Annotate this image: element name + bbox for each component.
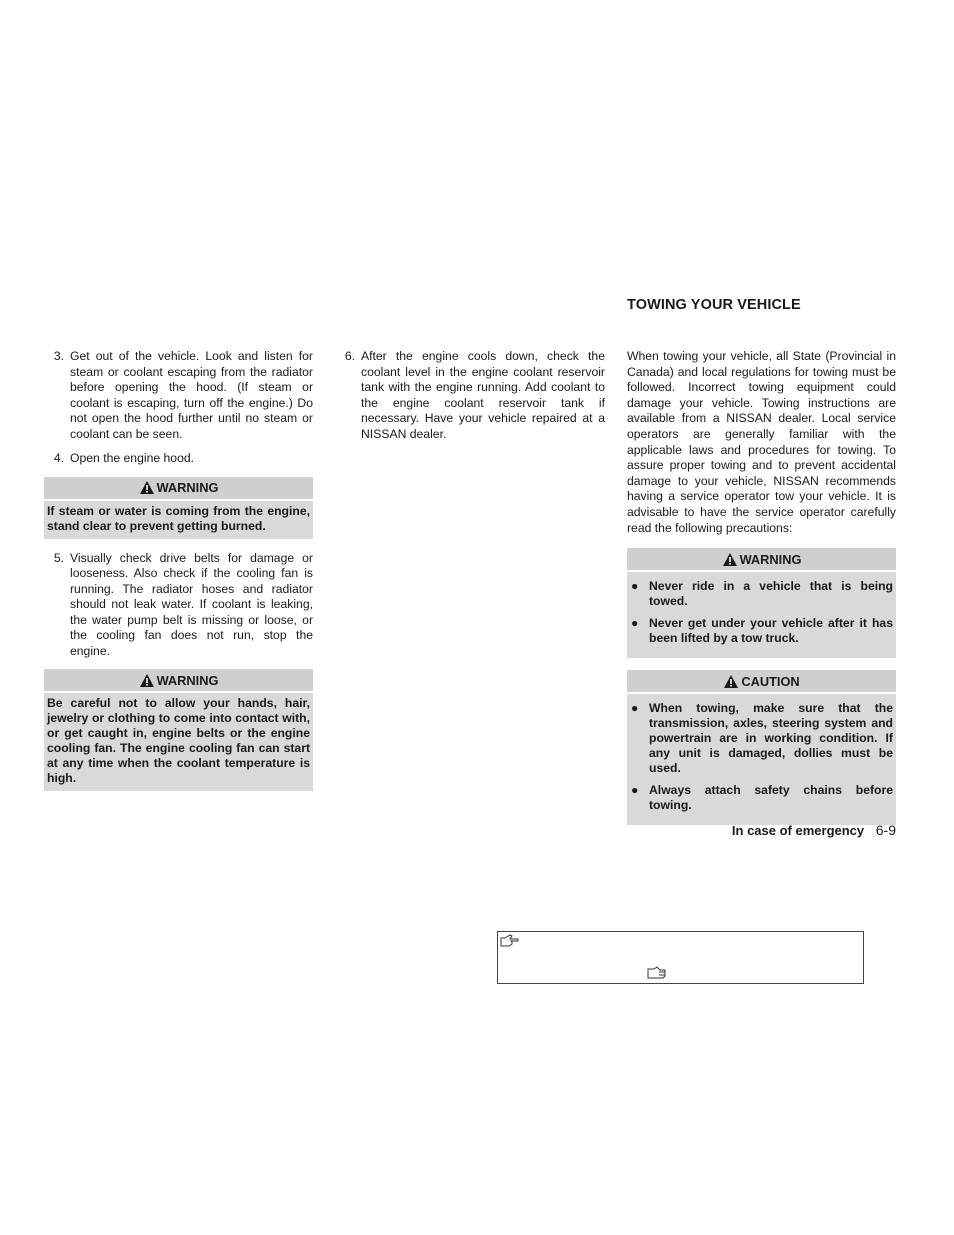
step-4 [44, 451, 313, 467]
bullet-text: Never ride in a vehicle that is being towed. [649, 579, 893, 609]
warning-label: WARNING [739, 551, 802, 567]
list-item [630, 701, 893, 776]
step-text: Open the engine hood. [70, 451, 195, 465]
column-middle [343, 349, 605, 451]
step-text: After the engine cools down, check the coolant level in the engine coolant reservoir tank with the engine running. Add coolant to the engine coolant reservoir tank if necessary. Have your vehicle repaired at a NISSAN dealer. [361, 349, 605, 441]
warning-triangle-icon [139, 673, 155, 688]
pointing-hand-icon [647, 966, 667, 980]
footer-section: In case of emergency [731, 823, 865, 838]
bullet-icon: ● [631, 616, 639, 631]
warning-triangle-icon [139, 480, 155, 495]
caution-header [627, 670, 896, 694]
warning-label: WARNING [156, 672, 219, 688]
column-right [627, 349, 896, 837]
reference-box [497, 931, 864, 984]
step-5 [44, 551, 313, 660]
page-number: 6-9 [875, 822, 896, 838]
column-left [44, 349, 313, 803]
bullet-text: When towing, make sure that the transmission, axles, steering system and powertrain are in working condition. If any unit is damaged, dollies must be used. [649, 701, 893, 776]
warning-box-towing [627, 548, 896, 658]
caution-box-towing [627, 670, 896, 825]
bullet-text: Never get under your vehicle after it has been lifted by a tow truck. [649, 616, 893, 646]
warning-triangle-icon [722, 552, 738, 567]
bullet-text: Always attach safety chains before towing. [649, 783, 893, 813]
towing-intro: When towing your vehicle, all State (Provincial in Canada) and local regulations for towing must be followed. Incorrect towing equipment could damage your vehicle. Towing instructions are available from a NISSAN dealer. Local service operators are generally familiar with the applicable laws and procedures for towing. To assure proper towing and to prevent accidental damage to your vehicle, NISSAN recommends having a service operator tow your vehicle. It is advisable to have the service operator carefully read the following precautions: [627, 349, 896, 535]
bullet-icon: ● [631, 783, 639, 798]
step-number: 4. [53, 451, 64, 465]
step-6 [343, 349, 605, 442]
list-item [630, 616, 893, 646]
bullet-icon: ● [631, 579, 639, 594]
caution-label: CAUTION [741, 673, 800, 689]
warning-label: WARNING [156, 480, 219, 495]
warning-box-fan [44, 669, 313, 791]
warning-text: If steam or water is coming from the engine, stand clear to prevent getting burned. [47, 503, 310, 533]
warning-box-steam [44, 477, 313, 539]
warning-header [627, 548, 896, 572]
step-text: Visually check drive belts for damage or looseness. Also check if the cooling fan is running. The radiator hoses and radiator should not leak water. If coolant is leaking, the water pump belt is missing or loose, or the cooling fan does not run, stop the engine. [70, 550, 313, 658]
step-number: 6. [344, 349, 355, 363]
section-title: TOWING YOUR VEHICLE [627, 297, 801, 313]
warning-header [44, 477, 313, 501]
pointing-hand-icon [500, 934, 520, 948]
step-number: 5. [53, 550, 64, 565]
warning-list [627, 572, 896, 655]
page-footer [732, 822, 896, 838]
step-text: Get out of the vehicle. Look and listen for steam or coolant escaping from the radiator before opening the hood. (If steam or coolant is escaping, turn off the engine.) Do not open the hood further until no steam or coolant can be seen. [70, 349, 313, 441]
warning-triangle-icon [723, 674, 739, 689]
list-item [630, 579, 893, 609]
list-item [630, 783, 893, 813]
step-number: 3. [53, 349, 64, 363]
caution-list [627, 694, 896, 822]
warning-text: Be careful not to allow your hands, hair, jewelry or clothing to come into contact with, or get caught in, engine belts or the engine cooling fan. The engine cooling fan can start at any time when the coolant temperature is high. [47, 696, 310, 785]
bullet-icon: ● [631, 701, 639, 716]
step-3 [44, 349, 313, 442]
warning-header [44, 669, 313, 693]
